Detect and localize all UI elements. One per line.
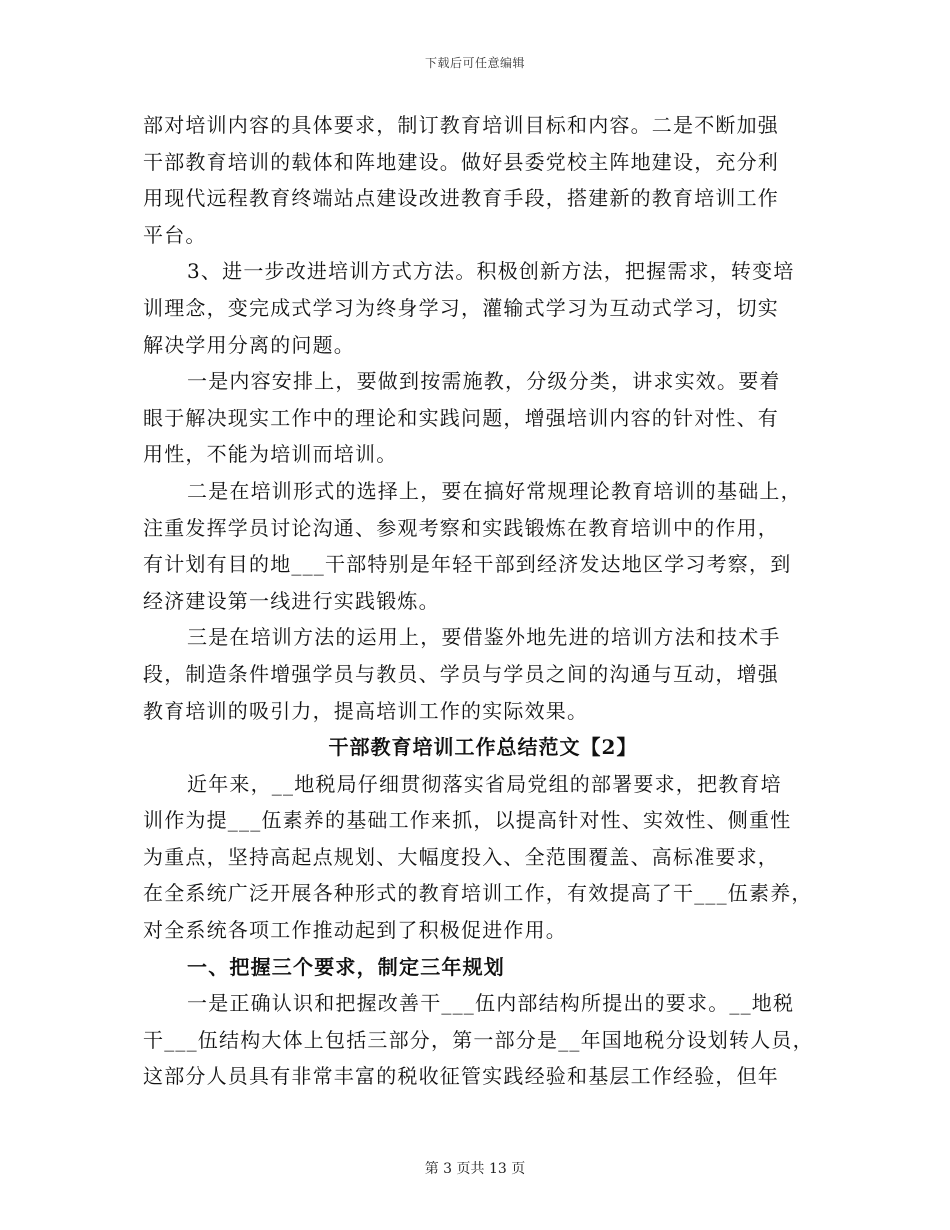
paragraph-line: 干___伍结构大体上包括三部分，第一部分是__年国地税分设划转人员， — [143, 1027, 814, 1052]
paragraph-line: 一是正确认识和把握改善干___伍内部结构所提出的要求。__地税 — [187, 991, 795, 1016]
document-body — [143, 107, 823, 1095]
paragraph-line: 干部教育培训的载体和阵地建设。做好县委党校主阵地建设，充分利 — [143, 149, 779, 174]
paragraph-line: 近年来，__地税局仔细贯彻落实省局党组的部署要求，把教育培 — [187, 771, 782, 796]
paragraph-line: 为重点，坚持高起点规划、大幅度投入、全范围覆盖、高标准要求， — [143, 844, 779, 869]
paragraph-line: 训作为提___伍素养的基础工作来抓，以提高针对性、实效性、侧重性 — [143, 808, 792, 833]
paragraph-line: 在全系统广泛开展各种形式的教育培训工作，有效提高了干___伍素养， — [143, 881, 813, 906]
subsection-heading: 一、把握三个要求，制定三年规划 — [187, 954, 505, 979]
paragraph-line: 用性，不能为培训而培训。 — [143, 442, 398, 467]
paragraph-line: 有计划有目的地___干部特别是年轻干部到经济发达地区学习考察，到 — [143, 552, 792, 577]
paragraph-line: 段，制造条件增强学员与教员、学员与学员之间的沟通与互动，增强 — [143, 661, 779, 686]
paragraph-line: 教育培训的吸引力，提高培训工作的实际效果。 — [143, 698, 589, 723]
paragraph-line: 这部分人员具有非常丰富的税收征管实践经验和基层工作经验，但年 — [143, 1064, 779, 1089]
paragraph-line: 二是在培训形式的选择上，要在搞好常规理论教育培训的基础上， — [187, 478, 802, 503]
page-number: 第 3 页共 13 页 — [424, 1161, 526, 1177]
paragraph-line: 一是内容安排上，要做到按需施教，分级分类，讲求实效。要着 — [187, 369, 781, 394]
paragraph-line: 3、进一步改进培训方式方法。积极创新方法，把握需求，转变培 — [187, 259, 795, 284]
paragraph-line: 对全系统各项工作推动起到了积极促进作用。 — [143, 918, 567, 943]
paragraph-line: 三是在培训方法的运用上，要借鉴外地先进的培训方法和技术手 — [187, 625, 781, 650]
page-header: 下载后可任意编辑 — [424, 56, 525, 70]
paragraph-line: 解决学用分离的问题。 — [143, 332, 355, 357]
paragraph-line: 训理念，变完成式学习为终身学习，灌输式学习为互动式学习，切实 — [143, 295, 779, 320]
section-title: 干部教育培训工作总结范文【2】 — [328, 735, 638, 760]
paragraph-line: 眼于解决现实工作中的理论和实践问题，增强培训内容的针对性、有 — [143, 405, 779, 430]
paragraph-line: 平台。 — [143, 222, 207, 247]
paragraph-line: 经济建设第一线进行实践锻炼。 — [143, 588, 440, 613]
paragraph-line: 部对培训内容的具体要求，制订教育培训目标和内容。二是不断加强 — [143, 113, 779, 137]
paragraph-line: 用现代远程教育终端站点建设改进教育手段，搭建新的教育培训工作 — [143, 186, 779, 211]
paragraph-line: 注重发挥学员讨论沟通、参观考察和实践锻炼在教育培训中的作用， — [143, 515, 779, 540]
